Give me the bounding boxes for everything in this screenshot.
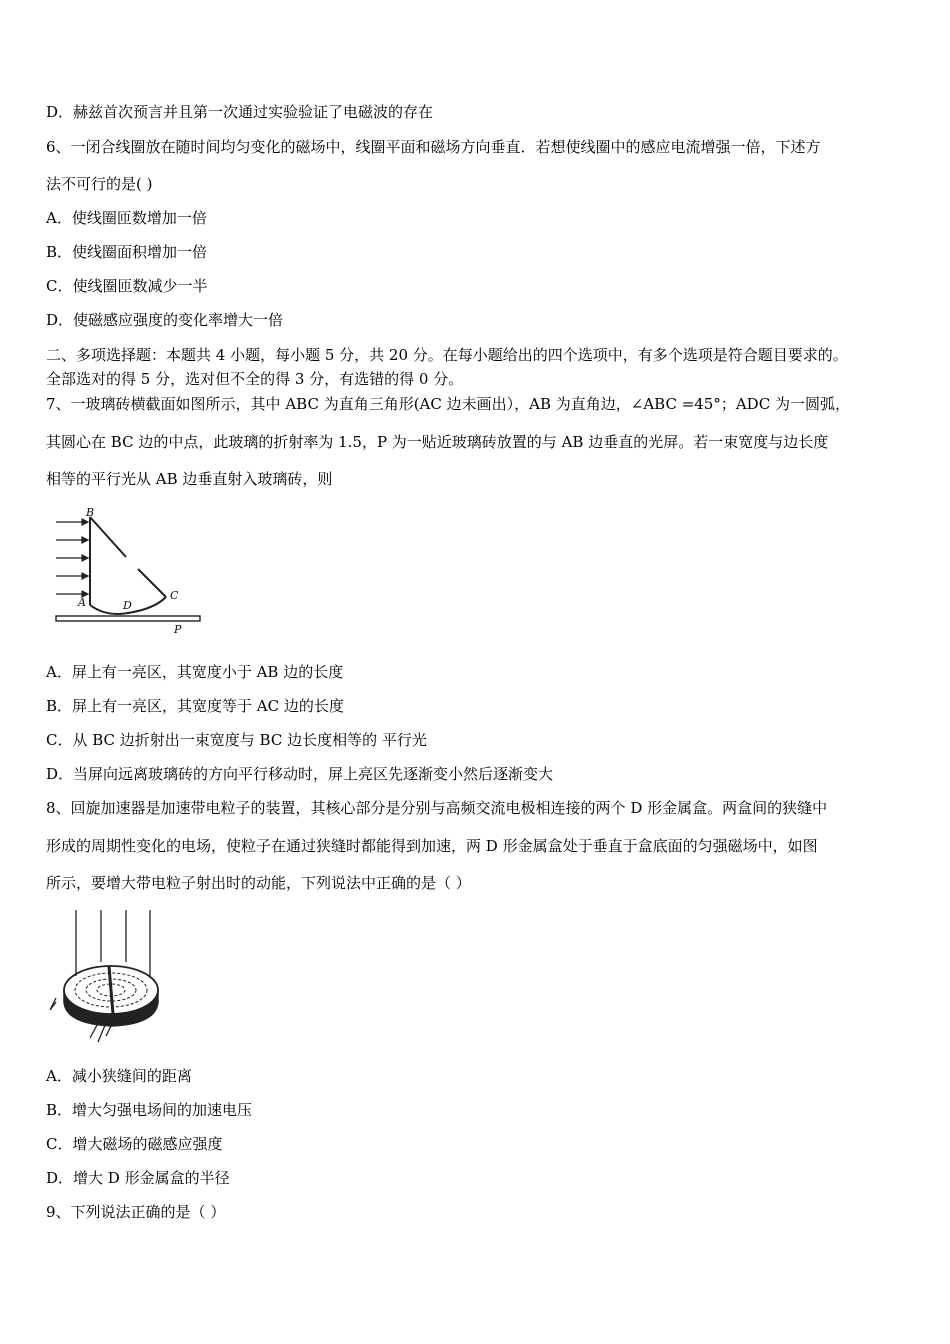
section2-heading-line1: 二、多项选择题：本题共 4 小题，每小题 5 分，共 20 分。在每小题给出的四个选项中，有多个选项是符合题目要求的。	[46, 346, 848, 364]
d-shaped-boxes	[64, 966, 158, 1026]
q7-stem-line1: 7、一玻璃砖横截面如图所示，其中 ABC 为直角三角形(AC 边未画出），AB 为直角边，∠ABC =45°；ADC 为一圆弧，	[46, 395, 850, 413]
q6-stem-line2: 法不可行的是( )	[46, 175, 153, 193]
section2-heading-line2: 全部选对的得 5 分，选对但不全的得 3 分，有选错的得 0 分。	[46, 370, 464, 388]
q6-option-d: D．使磁感应强度的变化率增大一倍	[46, 311, 284, 329]
q8-option-b: B．增大匀强电场间的加速电压	[46, 1101, 253, 1119]
label-d: D	[123, 599, 132, 612]
q8-option-a: A．减小狭缝间的距离	[46, 1067, 192, 1085]
q6-option-c: C．使线圈匝数减少一半	[46, 277, 208, 295]
q8-option-d: D．增大 D 形金属盒的半径	[46, 1169, 230, 1187]
q7-option-d: D．当屏向远离玻璃砖的方向平行移动时，屏上亮区先逐渐变小然后逐渐变大	[46, 765, 554, 783]
label-b: B	[86, 506, 95, 519]
q5-option-d: D．赫兹首次预言并且第一次通过实验验证了电磁波的存在	[46, 103, 434, 121]
q8-stem-line1: 8、回旋加速器是加速带电粒子的装置，其核心部分是分别与高频交流电极相连接的两个 D 形金属盒。两盒间的狭缝中	[46, 799, 828, 817]
q8-stem-line2: 形成的周期性变化的电场，使粒子在通过狭缝时都能得到加速，两 D 形金属盒处于垂直于盒底面的匀强磁场中，如图	[46, 837, 818, 855]
q7-stem-line2: 其圆心在 BC 边的中点，此玻璃的折射率为 1.5，P 为一贴近玻璃砖放置的与 AB 边垂直的光屏。若一束宽度与边长度	[46, 433, 829, 451]
q8-cyclotron-figure	[46, 906, 176, 1048]
q8-option-c: C．增大磁场的磁感应强度	[46, 1135, 223, 1153]
q7-option-b: B．屏上有一亮区，其宽度等于 AC 边的长度	[46, 697, 344, 715]
screen-p	[56, 616, 200, 621]
q7-option-a: A．屏上有一亮区，其宽度小于 AB 边的长度	[46, 663, 344, 681]
magnetic-field-lines	[76, 910, 150, 966]
q9-stem-line1: 9、下列说法正确的是（ ）	[46, 1203, 226, 1221]
q7-option-c: C．从 BC 边折射出一束宽度与 BC 边长度相等的 平行光	[46, 731, 427, 749]
incident-light-arrows	[56, 519, 88, 597]
q6-option-b: B．使线圈面积增加一倍	[46, 243, 208, 261]
q6-option-a: A．使线圈匝数增加一倍	[46, 209, 207, 227]
q8-stem-line3: 所示，要增大带电粒子射出时的动能，下列说法中正确的是（ ）	[46, 874, 471, 892]
label-a: A	[78, 596, 86, 609]
label-p: P	[174, 623, 182, 636]
label-c: C	[170, 589, 179, 602]
q6-stem-line1: 6、一闭合线圈放在随时间均匀变化的磁场中，线圈平面和磁场方向垂直．若想使线圈中的感应电流增强一倍，下述方	[46, 138, 821, 156]
q7-stem-line3: 相等的平行光从 AB 边垂直射入玻璃砖，则	[46, 470, 333, 488]
q7-glass-brick-figure	[46, 505, 211, 640]
